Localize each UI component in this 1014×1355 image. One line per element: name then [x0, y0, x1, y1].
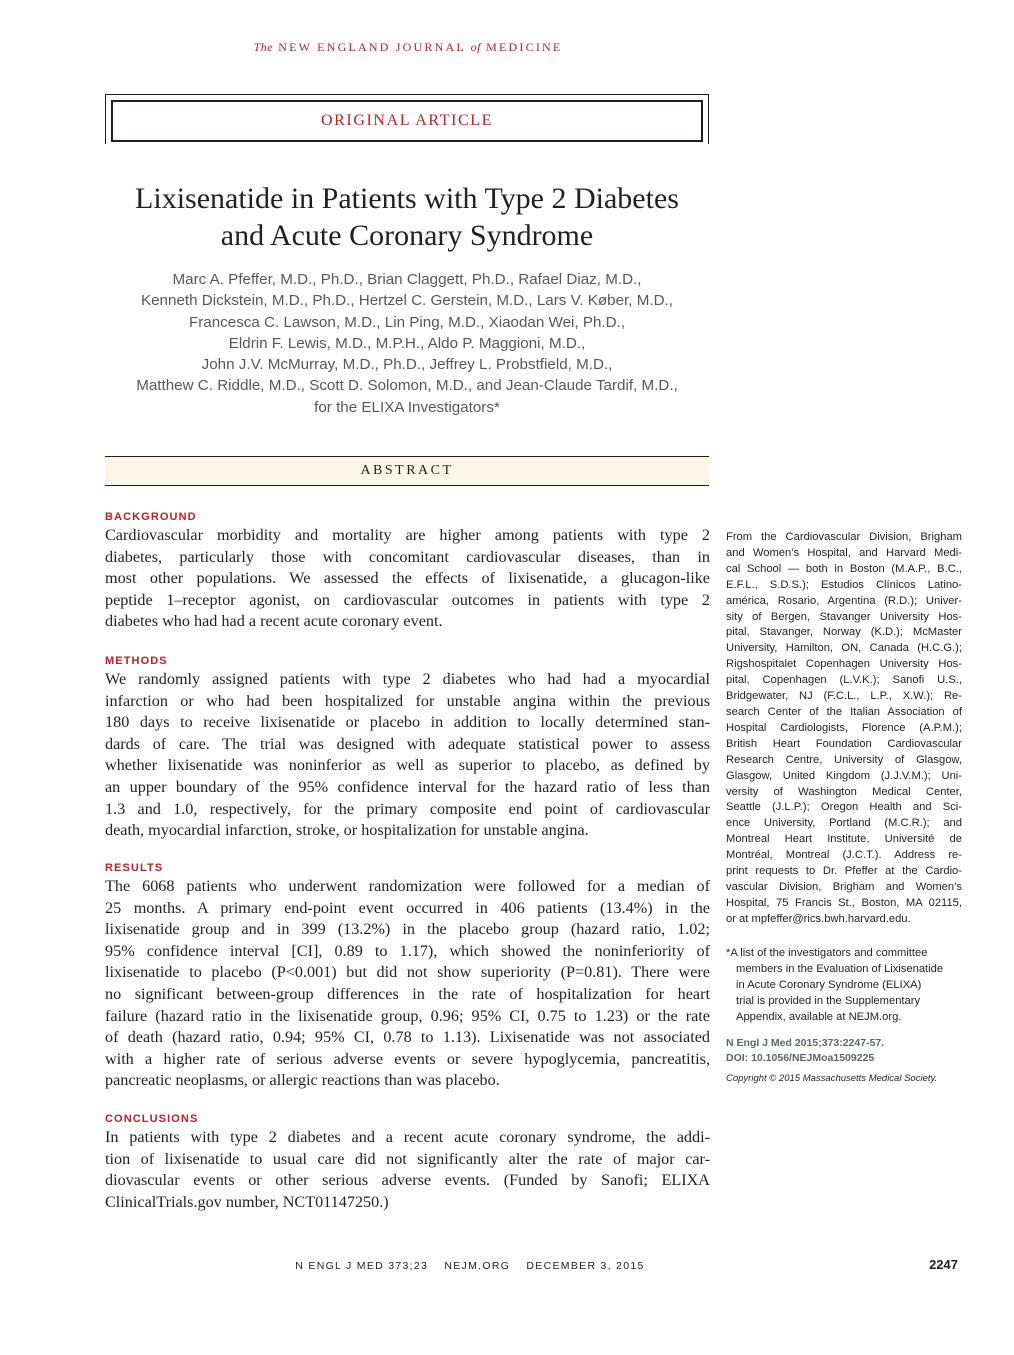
text-line: tion of lixisenatide to usual care did not significantly alter the rate of major car- — [105, 1149, 710, 1168]
note-line: in Acute Coronary Syndrome (ELIXA) — [736, 978, 922, 991]
text-line: 95% confidence interval [CI], 0.89 to 1.17), which showed the noninferiority of — [105, 941, 710, 960]
citation-block — [726, 1036, 884, 1066]
article-title — [60, 180, 754, 254]
affiliation-line: Hospital Cardiologists, Florence (A.P.M.); — [726, 721, 962, 734]
investigators-note — [726, 946, 962, 1026]
footer-volume: N ENGL J MED 373;23 — [295, 1260, 429, 1272]
background-heading: BACKGROUND — [105, 511, 197, 523]
affiliation-line: From the Cardiovascular Division, Brigham — [726, 531, 962, 543]
affiliation-line: University, Hamilton, ON, Canada (H.C.G.); — [726, 642, 962, 655]
author-line: Francesca C. Lawson, M.D., Lin Ping, M.D., Xiaodan Wei, Ph.D., — [188, 313, 626, 331]
note-line: *A list of the investigators and committee — [726, 947, 928, 959]
text-line: The 6068 patients who underwent randomization were followed for a median of — [105, 877, 710, 895]
affiliation-line: Research Centre, University of Glasgow, — [726, 753, 962, 766]
footer-date: DECEMBER 3, 2015 — [526, 1260, 645, 1272]
text-line: whether lixisenatide was noninferior as well as superior to placebo, as defined by — [105, 756, 710, 775]
author-line: Eldrin F. Lewis, M.D., M.P.H., Aldo P. Maggioni, M.D., — [228, 334, 586, 352]
affiliation-line: sity of Bergen, Stavanger University Hos- — [726, 610, 962, 623]
affiliation-line: and Women’s Hospital, and Harvard Medi- — [726, 546, 962, 559]
text-line: an upper boundary of the 95% confidence interval for the hazard ratio of less than — [105, 777, 710, 796]
text-line: pancreatic neoplasms, or allergic reactions than was placebo. — [105, 1071, 500, 1090]
page-footer — [0, 1260, 940, 1272]
note-line: trial is provided in the Supplementary — [736, 994, 921, 1007]
page-number: 2247 — [929, 1257, 958, 1272]
affiliation-line: Bridgewater, NJ (F.C.L., L.P., X.W.); Re- — [726, 690, 962, 703]
results-heading: RESULTS — [105, 862, 164, 874]
footer-site[interactable]: NEJM.ORG — [444, 1260, 511, 1272]
affiliation-line: cal School — both in Boston (M.A.P., B.C., — [726, 562, 962, 575]
affiliation-line: Rigshospitalet Copenhagen University Hos- — [726, 658, 962, 671]
abstract-heading: ABSTRACT — [105, 456, 709, 486]
affiliation-line: Montreal Heart Institute, Université de — [726, 833, 962, 846]
text-line: infarction or who had been hospitalized for unstable angina within the previous — [105, 691, 710, 710]
affiliation-line: ence University, Portland (M.C.R.); and — [726, 817, 962, 830]
journal-header-of: of — [470, 40, 481, 54]
text-line: most other populations. We assessed the effects of lixisenatide, a glucagon-like — [105, 569, 710, 588]
text-line: death, myocardial infarction, stroke, or hospitalization for unstable angina. — [105, 821, 589, 840]
journal-header-name: NEW ENGLAND JOURNAL — [278, 40, 466, 54]
affiliation-line: or at mpfeffer@rics.bwh.harvard.edu. — [726, 912, 911, 925]
author-list — [60, 269, 754, 418]
text-line: We randomly assigned patients with type 2 diabetes who had had a myocardial — [105, 670, 710, 688]
title-line: Lixisenatide in Patients with Type 2 Diabetes — [135, 182, 679, 215]
affiliation-line: pital, Copenhagen (L.V.K.); Sanofi U.S., — [726, 674, 962, 687]
author-affiliations — [726, 530, 962, 928]
text-line: 1.3 and 1.0, respectively, for the primary composite end point of cardiovascular — [105, 799, 710, 818]
text-line: peptide 1–receptor agonist, on cardiovascular outcomes in patients with type 2 — [105, 590, 710, 609]
author-line: Matthew C. Riddle, M.D., Scott D. Solomon, M.D., and Jean-Claude Tardif, M.D., — [136, 377, 678, 395]
note-line: Appendix, available at NEJM.org. — [736, 1010, 902, 1023]
text-line: diabetes, particularly those with concomitant cardiovascular diseases, than in — [105, 547, 710, 566]
text-line: In patients with type 2 diabetes and a recent acute coronary syndrome, the addi- — [105, 1128, 710, 1146]
author-line: for the ELIXA Investigators* — [314, 398, 500, 416]
text-line: 180 days to receive lixisenatide or placebo in addition to locally determined stan- — [105, 713, 710, 732]
background-text — [105, 525, 710, 633]
title-line: and Acute Coronary Syndrome — [220, 219, 594, 252]
text-line: diabetes who had had a recent acute coronary event. — [105, 612, 443, 631]
affiliation-line: américa, Rosario, Argentina (R.D.); Univer- — [726, 594, 962, 607]
article-type-banner: ORIGINAL ARTICLE — [111, 100, 703, 142]
conclusions-text — [105, 1127, 710, 1213]
conclusions-heading: CONCLUSIONS — [105, 1113, 199, 1125]
affiliation-line: Glasgow, United Kingdom (J.J.V.M.); Uni- — [726, 769, 962, 782]
text-line: ClinicalTrials.gov number, NCT01147250.) — [105, 1192, 389, 1211]
text-line: dards of care. The trial was designed with adequate statistical power to assess — [105, 734, 710, 753]
author-line: John J.V. McMurray, M.D., Ph.D., Jeffrey L. Probstfield, M.D., — [201, 356, 613, 374]
affiliation-line: E.F.L., S.D.S.); Estudios Clínicos Latino- — [726, 578, 962, 591]
affiliation-line: versity of Washington Medical Center, — [726, 785, 962, 798]
text-line: Cardiovascular morbidity and mortality are higher among patients with type 2 — [105, 526, 710, 544]
text-line: 25 months. A primary end-point event occurred in 406 patients (13.4%) in the — [105, 898, 710, 917]
affiliation-line: Hospital, 75 Francis St., Boston, MA 02115, — [726, 896, 962, 909]
citation: N Engl J Med 2015;373:2247-57. — [726, 1037, 885, 1049]
author-line: Marc A. Pfeffer, M.D., Ph.D., Brian Claggett, Ph.D., Rafael Diaz, M.D., — [172, 271, 642, 288]
text-line: of death (hazard ratio, 0.94; 95% CI, 0.78 to 1.13). Lixisenatide was not associated — [105, 1028, 710, 1047]
copyright: Copyright © 2015 Massachusetts Medical Society. — [726, 1073, 938, 1084]
affiliation-line: Seattle (J.L.P.); Oregon Health and Sci- — [726, 801, 962, 814]
methods-heading: METHODS — [105, 655, 168, 667]
text-line: failure (hazard ratio in the lixisenatide group, 0.96; 95% CI, 0.75 to 1.23) or the rate — [105, 1006, 710, 1025]
affiliation-line: search Center of the Italian Association of — [726, 705, 962, 718]
affiliation-line: pital, Stavanger, Norway (K.D.); McMaster — [726, 626, 962, 639]
journal-header — [0, 40, 816, 55]
doi-link[interactable]: DOI: 10.1056/NEJMoa1509225 — [726, 1052, 875, 1064]
affiliation-line: vascular Division, Brigham and Women’s — [726, 880, 962, 893]
text-line: lixisenatide group and in 399 (13.2%) in the placebo group (hazard ratio, 1.02; — [105, 920, 710, 939]
affiliation-line: print requests to Dr. Pfeffer at the Cardio- — [726, 865, 962, 878]
text-line: diovascular events or other serious adverse events. (Funded by Sanofi; ELIXA — [105, 1171, 710, 1190]
text-line: lixisenatide to placebo (P<0.001) but did not show superiority (P=0.81). There were — [105, 963, 710, 982]
note-line: members in the Evaluation of Lixisenatide — [736, 962, 944, 975]
methods-text — [105, 669, 710, 842]
affiliation-line: Montréal, Montreal (J.C.T.). Address re- — [726, 849, 962, 862]
text-line: no significant between-group differences in the rate of hospitalization for heart — [105, 984, 710, 1003]
journal-header-medicine: MEDICINE — [486, 40, 563, 54]
results-text — [105, 876, 710, 1092]
author-line: Kenneth Dickstein, M.D., Ph.D., Hertzel C. Gerstein, M.D., Lars V. Køber, M.D., — [140, 292, 673, 310]
affiliation-line: British Heart Foundation Cardiovascular — [726, 737, 962, 750]
journal-header-the: The — [253, 40, 274, 54]
text-line: with a higher rate of serious adverse events or severe hypoglycemia, pancreatitis, — [105, 1049, 710, 1068]
